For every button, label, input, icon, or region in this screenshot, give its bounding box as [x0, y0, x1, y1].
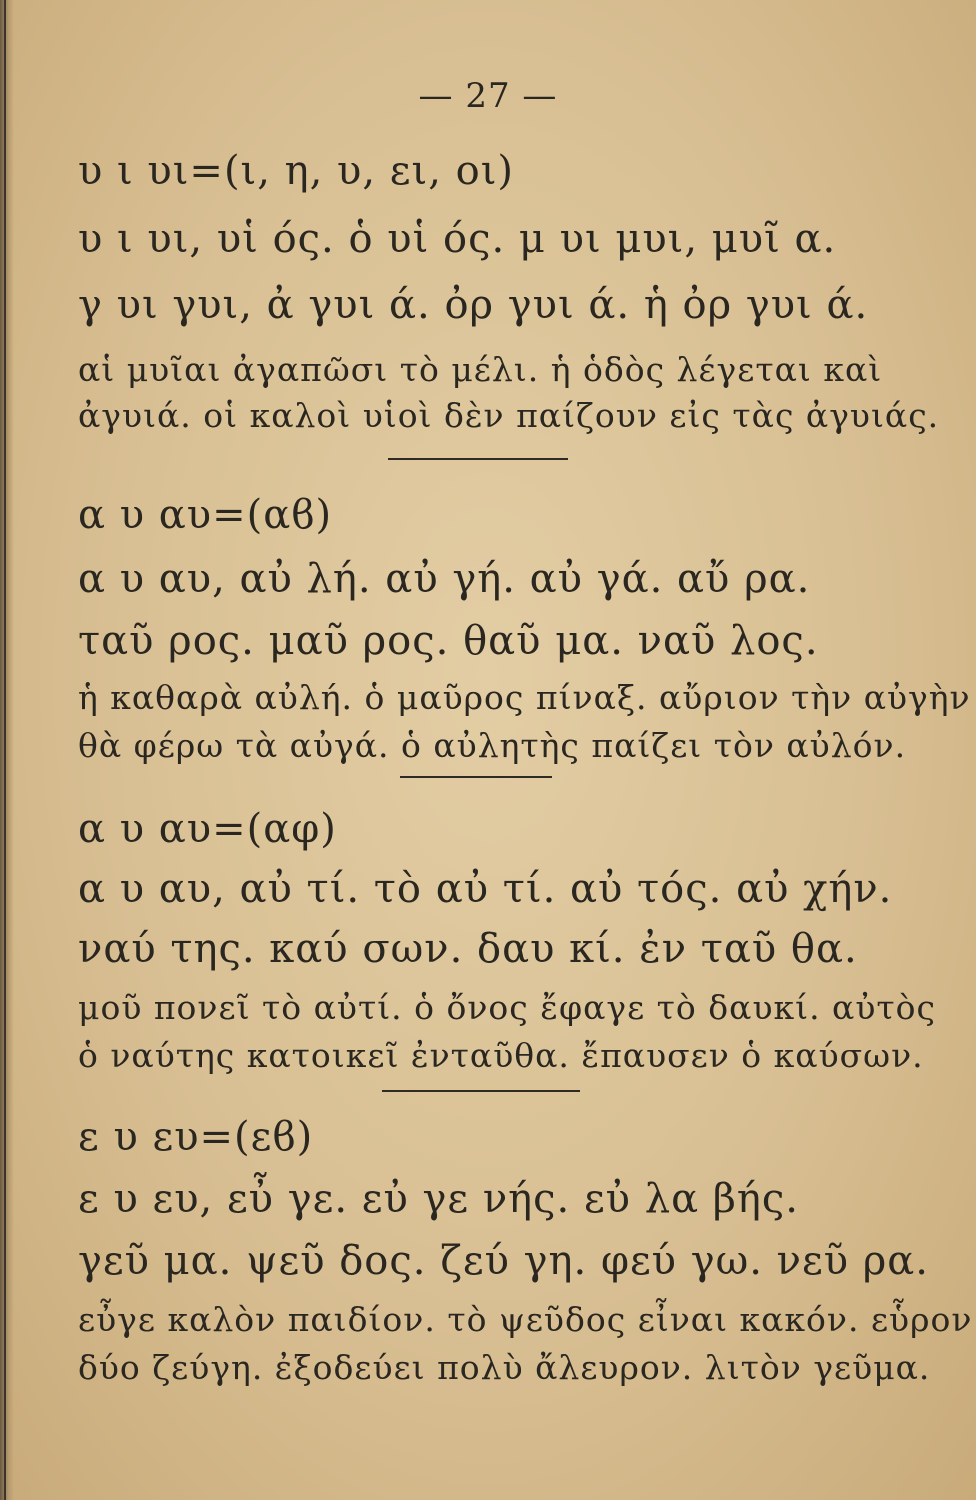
section-divider: [382, 1090, 580, 1092]
section-3-sentence-line-2: ὁ ναύτης κατοικεῖ ἐνταῦθα. ἔπαυσεν ὁ καύσων.: [78, 1036, 924, 1075]
section-2-sentence-line-2: θὰ φέρω τὰ αὐγά. ὁ αὐλητὴς παίζει τὸν αὐλόν.: [78, 726, 907, 765]
section-1-sentence-line-1: αἱ μυῖαι ἀγαπῶσι τὸ μέλι. ἡ ὁδὸς λέγεται καὶ: [78, 350, 883, 389]
section-1-heading: υ ι υι=(ι, η, υ, ει, οι): [78, 148, 515, 194]
section-divider: [400, 776, 552, 778]
page-number: — 27 —: [418, 76, 558, 116]
section-2-sentence-line-1: ἡ καθαρὰ αὐλή. ὁ μαῦρος πίναξ. αὔριον τὴν αὐγὴν: [78, 678, 971, 717]
section-4-sentence-line-2: δύο ζεύγη. ἐξοδεύει πολὺ ἄλευρον. λιτὸν γεῦμα.: [78, 1348, 931, 1387]
section-1-syllable-line-1: υ ι υι, υἱ ός. ὁ υἱ ός. μ υι μυι, μυῖ α.: [78, 216, 837, 262]
section-3-sentence-line-1: μοῦ πονεῖ τὸ αὐτί. ὁ ὄνος ἔφαγε τὸ δαυκί. αὐτὸς: [78, 988, 936, 1027]
section-4-syllable-line-2: γεῦ μα. ψεῦ δος. ζεύ γη. φεύ γω. νεῦ ρα.: [78, 1238, 929, 1284]
section-2-syllable-line-2: ταῦ ρος. μαῦ ρος. θαῦ μα. ναῦ λος.: [78, 618, 819, 664]
section-1-syllable-line-2: γ υι γυι, ἀ γυι ά. ὀρ γυι ά. ἡ ὀρ γυι ά.: [78, 282, 869, 328]
section-3-syllable-line-1: α υ αυ, αὐ τί. τὸ αὐ τί. αὐ τός. αὐ χήν.: [78, 866, 893, 912]
section-4-sentence-line-1: εὖγε καλὸν παιδίον. τὸ ψεῦδος εἶναι κακόν. εὗρον: [78, 1300, 973, 1339]
section-divider: [388, 458, 568, 460]
section-2-syllable-line-1: α υ αυ, αὐ λή. αὐ γή. αὐ γά. αὔ ρα.: [78, 556, 811, 602]
section-4-heading: ε υ ευ=(εϐ): [78, 1114, 314, 1160]
section-2-heading: α υ αυ=(αϐ): [78, 492, 333, 538]
section-3-heading: α υ αυ=(αφ): [78, 806, 337, 852]
page-edge-shadow: [0, 0, 14, 1500]
section-4-syllable-line-1: ε υ ευ, εὖ γε. εὐ γε νής. εὐ λα βής.: [78, 1176, 799, 1222]
page-edge-line: [4, 0, 6, 1500]
section-1-sentence-line-2: ἀγυιά. οἱ καλοὶ υἱοὶ δὲν παίζουν εἰς τὰς ἀγυιάς.: [78, 396, 940, 435]
section-3-syllable-line-2: ναύ της. καύ σων. δαυ κί. ἐν ταῦ θα.: [78, 926, 858, 972]
